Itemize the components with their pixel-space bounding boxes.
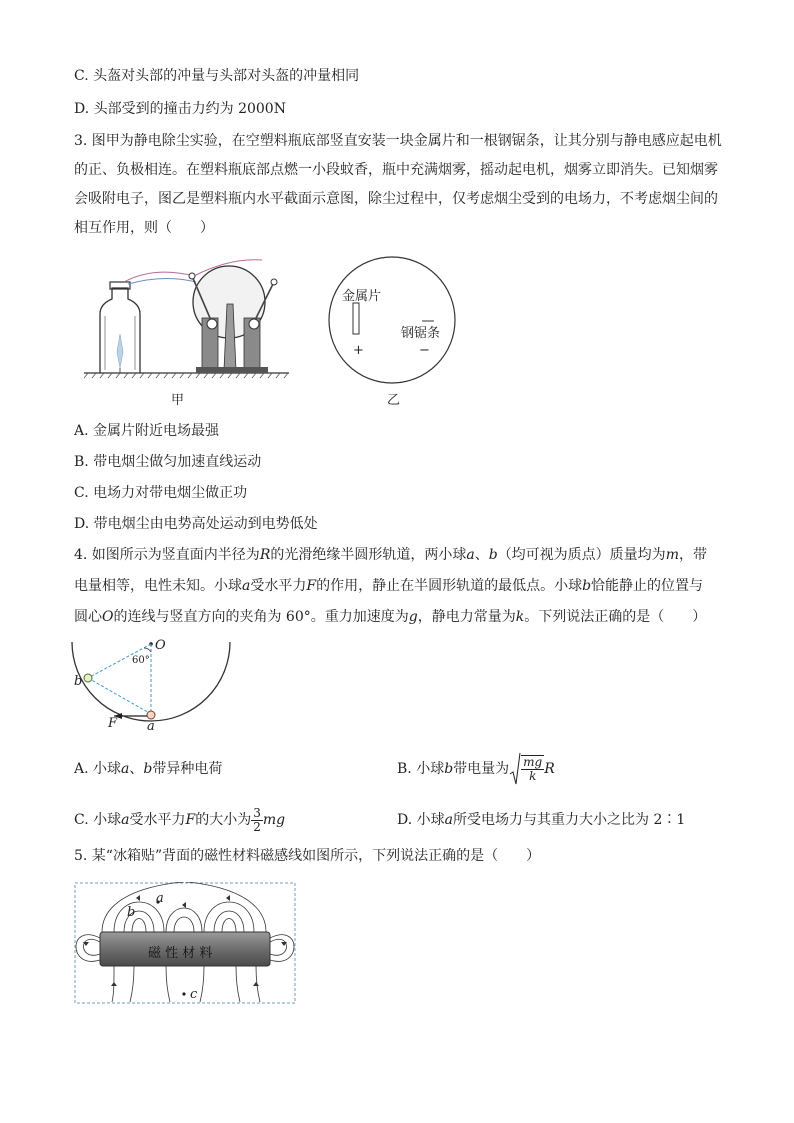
q4-fig-label-o: O [155,638,166,653]
q4-option-c: C. 小球a受水平力F的大小为 $\frac{3}{2}$ mg [74,805,286,834]
q3-label-plus: + [353,343,364,358]
q3-label-minus: − [419,343,430,358]
q4-fig-label-a: a [147,719,155,734]
q4-stem-line-2: 电量相等，电性未知。小球a受水平力F的作用，静止在半圆形轨道的最低点。小球b恰能静止的位置与 [74,578,704,594]
q3-option-c: C. 电场力对带电烟尘做正功 [74,485,248,501]
q3-option-d: D. 带电烟尘由电势高处运动到电势低处 [74,516,318,532]
q3-caption-yi: 乙 [387,393,401,408]
q3-caption-jia: 甲 [171,393,185,408]
q3-figure-yi [326,254,460,388]
q3-option-b: B. 带电烟尘做匀加速直线运动 [74,454,262,470]
q3-option-a: A. 金属片附近电场最强 [74,423,220,439]
q5-point-c: c [190,987,198,1002]
q4-figure-track [66,636,236,732]
q3-figure-jia [84,252,294,384]
q4-fig-label-b: b [74,674,83,689]
q5-point-b: b [127,905,136,920]
q3-label-saw-blade: 钢锯条 [401,326,441,341]
q4-option-a: A. 小球a、b带异种电荷 [74,761,223,777]
q2-option-c: C. 头盔对头部的冲量与头部对头盔的冲量相同 [74,68,360,84]
q4-option-b-radical [509,752,521,786]
q4-fig-label-f: F [108,716,118,731]
q5-stem: 5. 某“冰箱贴”背面的磁性材料磁感线如图所示，下列说法正确的是（ ） [74,848,541,864]
q3-stem: 3. 图甲为静电除尘实验，在空塑料瓶底部竖直安装一块金属片和一根钢锯条，让其分别与静电感应起电机的正、负极相连。在塑料瓶底部点燃一小段蚊香，瓶中充满烟雾，摇动起电机，烟雾立即消失。已知烟雾会吸附电子，图乙是塑料瓶内水平截面示意图，除尘过程中，仅考虑烟尘受到的电场力，不考虑烟尘间的相互作用，则（ ） [74,133,722,236]
q3-label-metal-sheet: 金属片 [342,289,382,304]
q4-stem-line-1: 4. 如图所示为竖直面内半径为R的光滑绝缘半圆形轨道，两小球a、b（均可视为质点）质量均为m，带 [74,547,707,563]
q4-stem-line-3: 圆心O的连线与竖直方向的夹角为 60°。重力加速度为g，静电力常量为k。下列说法正确的是（ ） [74,609,707,625]
q4-option-d: D. 小球a所受电场力与其重力大小之比为 2∶1 [397,812,686,828]
q4-option-b: B. 小球b带电量为 $\frac{mg}{k}$ R [397,752,555,786]
q2-option-d: D. 头部受到的撞击力约为 2000N [74,101,286,117]
q5-point-a: a [156,891,164,906]
q5-magnet-label: 磁 性 材 料 [148,946,213,961]
q4-fig-label-angle: 60° [132,655,150,666]
